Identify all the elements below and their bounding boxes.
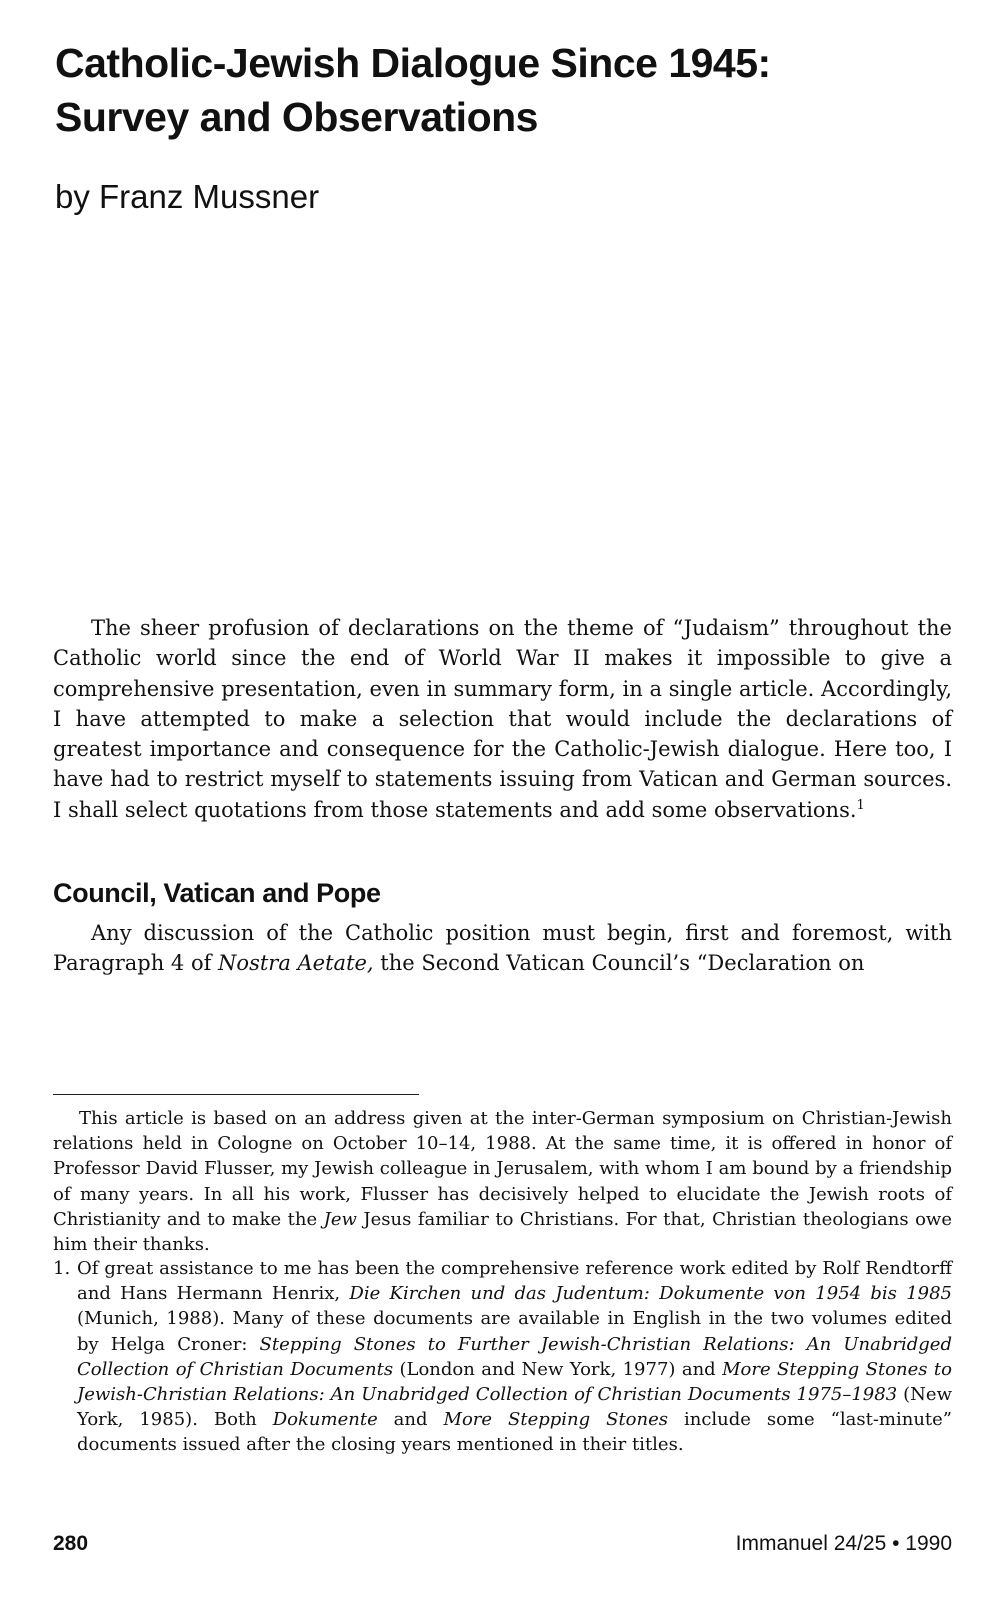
journal-citation: Immanuel 24/25 • 1990 [735,1532,952,1555]
intro-text: The sheer profusion of declarations on the theme of “Judaism” throughout the Catholic world since the end of World War II makes it impossible to give a comprehensive presentation, even in summary form, in a single article. Accordingly, I have attempted to make a selection that would include the declarations of greatest importance and consequence for the Catholic-Jewish dialogue. Here too, I have had to restrict myself to statements issuing from Vatican and German sources. I shall select quotations from those statements and add some observations. [53,616,952,822]
footnote1-text-d: (New York, 1985). Both [77,1384,952,1431]
footnote1-italic-3: More Stepping Stones to Jewish-Christian Relations: An Unabridged Collection of Christian Documents 1975–1983 [77,1358,952,1406]
footnote1-text-f: include some “last-minute” documents issued after the closing years mentioned in their titles. [77,1409,952,1456]
section-text-end: the Second Vatican Council’s “Declaration on [373,951,865,976]
footnote0-text-b: Jesus familiar to Christians. For that, Christian theologians owe him their thanks. [53,1208,952,1256]
footnote1-text-e: and [377,1409,444,1431]
footnote0-text-a: This article is based on an address given at the inter-German symposium on Christian-Jewish relations held in Cologne on October 10–14, 1988. At the same time, it is offered in honor of Professor David Flusser, my Jewish colleague in Jerusalem, with whom I am bound by a friendship of many years. In all his work, Flusser has decisively helped to elucidate the Jewish roots of Christianity and to make the [53,1108,952,1230]
title-line-2: Survey and Observations [55,94,538,140]
section-italic: Nostra Aetate, [218,951,374,976]
footnote-1-number: 1. [53,1258,71,1279]
footnote-1 [53,1256,952,1458]
author-byline: by Franz Mussner [55,178,320,215]
article-title [55,36,955,144]
footnote1-italic-1: Die Kirchen und das Judentum: Dokumente von 1954 bis 1985 [349,1283,953,1305]
footnote1-italic-5: More Stepping Stones [443,1409,668,1431]
footnote1-text-b: (Munich, 1988). Many of these documents are available in English in the two volumes edited by Helga Croner: [77,1308,952,1355]
footnote-ref-1[interactable]: 1 [856,797,865,813]
section-text-start: Any discussion of the Catholic position must begin, first and foremost, with Paragraph 4 of [53,921,952,976]
footnote1-italic-2: Stepping Stones to Further Jewish-Christian Relations: An Unabridged Collection of Christian Documents [77,1333,952,1380]
footnote0-italic: Jew [323,1208,357,1230]
intro-paragraph [53,613,952,825]
title-line-1: Catholic-Jewish Dialogue Since 1945: [55,40,771,86]
footnote1-text-a: Of great assistance to me has been the comprehensive reference work edited by Rolf Rendtorff and Hans Hermann Henrix, [77,1258,952,1305]
page-number: 280 [53,1532,89,1555]
section-heading: Council, Vatican and Pope [53,878,381,908]
footnote-unnumbered [53,1106,952,1257]
footnote1-italic-4: Dokumente [272,1409,378,1431]
footnote-divider [53,1094,419,1095]
footnote1-text-c: (London and New York, 1977) and [393,1358,723,1380]
section-paragraph [53,918,952,979]
